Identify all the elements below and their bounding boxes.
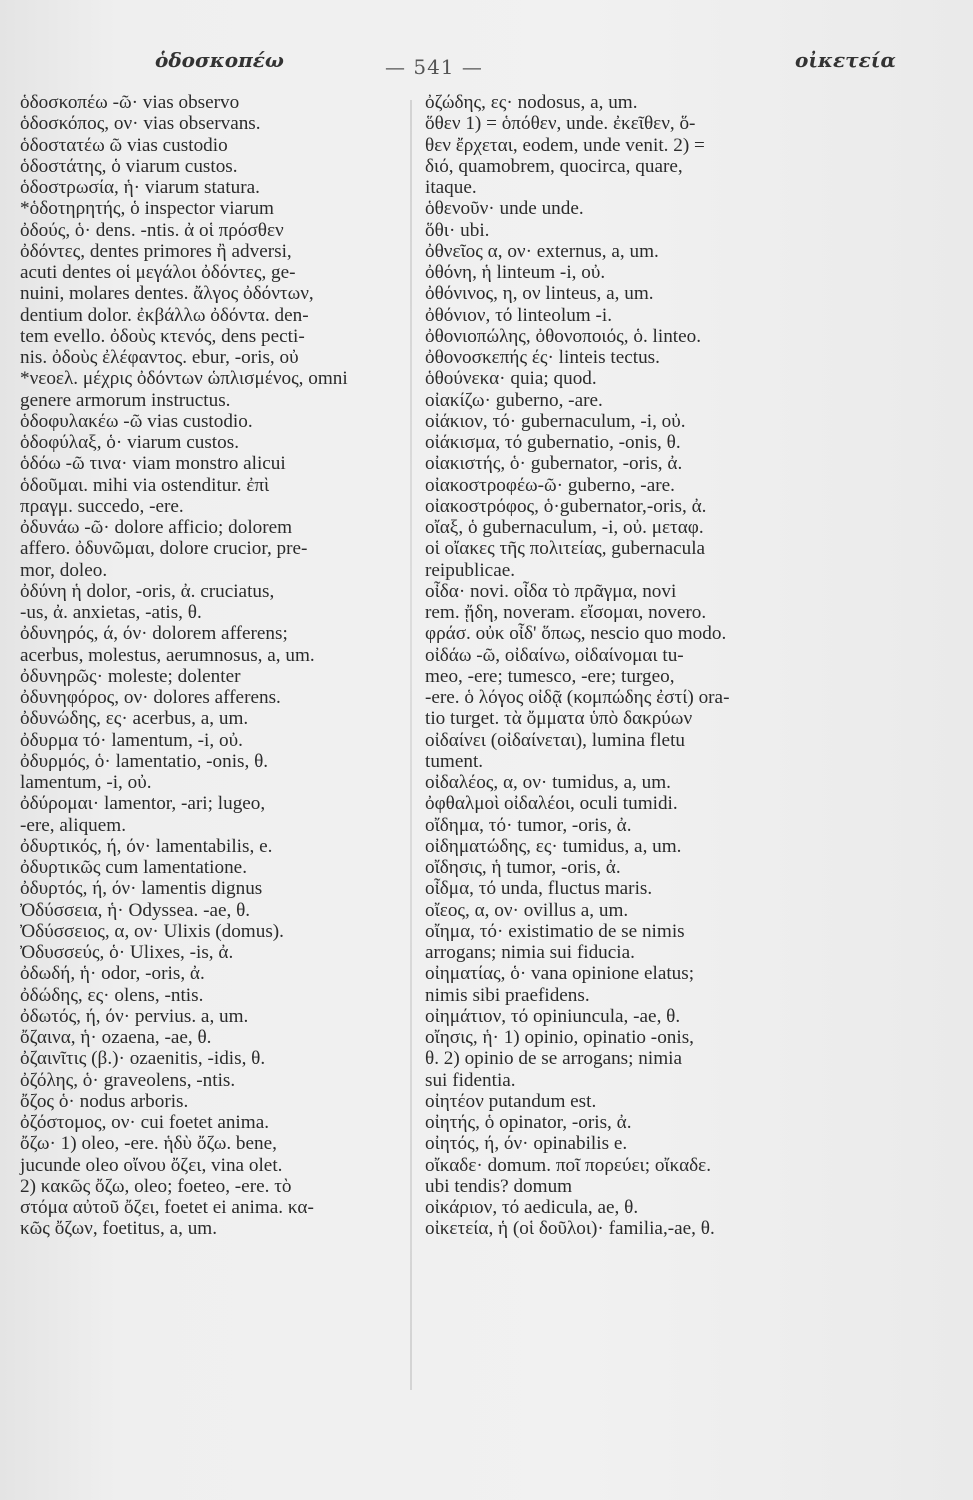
dictionary-line: ὀφθαλμοὶ οἰδαλέοι, oculi tumidi. bbox=[425, 793, 678, 815]
dictionary-line: jucunde oleo οἴνου ὄζει, vina olet. bbox=[20, 1154, 283, 1176]
dictionary-line: ὀδυρτικῶς cum lamentatione. bbox=[20, 857, 247, 878]
dictionary-line: ὀδόντες, dentes primores ἢ adversi, bbox=[20, 240, 292, 262]
dictionary-line: οἰκετεία, ἡ (οἱ δοῦλοι)· familia,-ae, θ. bbox=[425, 1218, 715, 1240]
dictionary-line: ὀθνεῖος α, ον· externus, a, um. bbox=[425, 240, 659, 262]
dictionary-line: ὀζόλης, ὁ· graveolens, -ntis. bbox=[20, 1069, 236, 1091]
dictionary-line: ὁδοστρωσία, ἡ· viarum statura. bbox=[20, 177, 260, 198]
dictionary-line: οἶδα· novi. οἶδα τὸ πρᾶγμα, novi bbox=[425, 580, 677, 602]
dictionary-line: οἰδαίνει (οἰδαίνεται), lumina fletu bbox=[425, 729, 685, 751]
dictionary-line: οἴδησις, ἡ tumor, -oris, ἀ. bbox=[425, 857, 621, 878]
dictionary-line: οἴημα, τό· existimatio de se nimis bbox=[425, 920, 685, 942]
dictionary-line: ὀθονοσκεπής ές· linteis tectus. bbox=[425, 347, 660, 368]
dictionary-line: genere armorum instructus. bbox=[20, 389, 231, 411]
dictionary-line: mor, doleo. bbox=[20, 559, 108, 581]
dictionary-line: ὁδόω -ῶ τινα· viam monstro alicui bbox=[20, 453, 286, 475]
dictionary-line: ὀδυρμός, ὁ· lamentatio, -onis, θ. bbox=[20, 750, 269, 772]
dictionary-line: ὀδυνώδης, ες· acerbus, a, um. bbox=[20, 708, 249, 730]
dictionary-line: οἰητέον putandum est. bbox=[425, 1090, 597, 1112]
dictionary-line: διό, quamobrem, quocirca, quare, bbox=[425, 155, 683, 177]
dictionary-line: οἰημάτιον, τό opiniuncula, -ae, θ. bbox=[425, 1005, 681, 1027]
dictionary-line: ὀδώδης, ες· olens, -ntis. bbox=[20, 984, 204, 1006]
dictionary-line: οἰητής, ὁ opinator, -oris, ἀ. bbox=[425, 1112, 632, 1133]
dictionary-line: ὅθεν 1) = ὁπόθεν, unde. ἐκεῖθεν, ὅ- bbox=[425, 113, 696, 135]
dictionary-line: -us, ἀ. anxietas, -atis, θ. bbox=[20, 602, 202, 623]
dictionary-line: οἰδαλέος, α, ον· tumidus, a, um. bbox=[425, 772, 671, 793]
dictionary-line: ὀδυρτικός, ή, όν· lamentabilis, e. bbox=[20, 835, 273, 857]
dictionary-line: -ere. ὁ λόγος οἰδᾷ (κομπώδης ἐστί) ora- bbox=[425, 687, 730, 708]
dictionary-line: rem. ᾔδη, noveram. εἴσομαι, novero. bbox=[425, 602, 707, 623]
dictionary-line: οἶδμα, τό unda, fluctus maris. bbox=[425, 878, 653, 900]
dictionary-line: ὀδύρομαι· lamentor, -ari; lugeo, bbox=[20, 793, 266, 815]
page-number: — 541 — bbox=[385, 55, 483, 79]
dictionary-line: ὄζαινα, ἡ· ozaena, -ae, θ. bbox=[20, 1027, 212, 1048]
dictionary-line: οἰάκιον, τό· gubernaculum, -i, οὐ. bbox=[425, 410, 686, 432]
dictionary-line: ὀθόνη, ἡ linteum -i, οὐ. bbox=[425, 262, 606, 283]
dictionary-line: nis. ὀδοὺς ἐλέφαντος. ebur, -oris, οὐ bbox=[20, 347, 299, 368]
dictionary-line: στόμα αὐτοῦ ὄζει, foetet ei anima. κα- bbox=[20, 1197, 314, 1218]
dictionary-line: φράσ. οὐκ οἶδ' ὅπως, nescio quo modo. bbox=[425, 623, 727, 645]
dictionary-line: ὁθενοῦν· unde unde. bbox=[425, 198, 584, 220]
dictionary-line: οἰακοστροφέω-ῶ· guberno, -are. bbox=[425, 474, 675, 496]
dictionary-line: nuini, molares dentes. ἄλγος ὀδόντων, bbox=[20, 283, 314, 305]
dictionary-line: ὀδυνηρός, ά, όν· dolorem afferens; bbox=[20, 623, 288, 645]
dictionary-line: Ὀδύσσειος, α, ον· Ulixis (domus). bbox=[20, 920, 284, 942]
dictionary-line: ὀζώδης, ες· nodosus, a, um. bbox=[425, 92, 638, 113]
dictionary-line: *νεοελ. μέχρις ὀδόντων ὡπλισμένος, omni bbox=[20, 368, 348, 390]
dictionary-line: ὀδυνάω -ῶ· dolore afficio; dolorem bbox=[20, 517, 293, 538]
left-column bbox=[20, 92, 403, 1240]
dictionary-line: acerbus, molestus, aerumnosus, a, um. bbox=[20, 644, 315, 666]
dictionary-line: ὀδυνηφόρος, ον· dolores afferens. bbox=[20, 687, 281, 708]
dictionary-line: ὀδωτός, ή, όν· pervius. a, um. bbox=[20, 1005, 249, 1027]
running-head-right: οἰκετεία bbox=[795, 48, 896, 72]
dictionary-line: οἰητός, ή, όν· opinabilis e. bbox=[425, 1133, 628, 1155]
dictionary-line: οἴησις, ἡ· 1) opinio, opinatio -onis, bbox=[425, 1027, 694, 1048]
dictionary-line: dentium dolor. ἐκβάλλω ὀδόντα. den- bbox=[20, 304, 309, 326]
dictionary-line: θ. 2) opinio de se arrogans; nimia bbox=[425, 1048, 682, 1070]
dictionary-line: affero. ὀδυνῶμαι, dolore crucior, pre- bbox=[20, 538, 308, 560]
dictionary-line: ὁδοσκοπέω -ῶ· vias observo bbox=[20, 92, 240, 113]
dictionary-line: 2) κακῶς ὄζω, oleo; foeteo, -ere. τὸ bbox=[20, 1175, 292, 1197]
dictionary-line: tument. bbox=[425, 750, 484, 772]
dictionary-line: ὄζω· 1) oleo, -ere. ἡδὺ ὄζω. bene, bbox=[20, 1133, 277, 1155]
dictionary-line: οἴδημα, τό· tumor, -oris, ἀ. bbox=[425, 814, 632, 836]
dictionary-line: ὁδοστάτης, ὁ viarum custos. bbox=[20, 155, 238, 177]
dictionary-line: ὀδωδή, ἡ· odor, -oris, ἀ. bbox=[20, 963, 205, 985]
dictionary-line: οἱ οἴακες τῆς πολιτείας, gubernacula bbox=[425, 538, 706, 560]
column-divider bbox=[410, 100, 412, 1390]
dictionary-line: tio turget. τὰ ὄμματα ὑπὸ δακρύων bbox=[425, 708, 693, 730]
dictionary-line: meo, -ere; tumesco, -ere; turgeo, bbox=[425, 665, 675, 687]
dictionary-line: lamentum, -i, οὐ. bbox=[20, 772, 152, 793]
dictionary-line: ὅθι· ubi. bbox=[425, 219, 490, 241]
dictionary-line: ὀδύνη ἡ dolor, -oris, ἀ. cruciatus, bbox=[20, 580, 275, 602]
dictionary-line: ὀδυρτός, ή, όν· lamentis dignus bbox=[20, 878, 263, 900]
dictionary-line: itaque. bbox=[425, 177, 477, 198]
dictionary-line: οἰδηματώδης, ες· tumidus, a, um. bbox=[425, 835, 682, 857]
dictionary-line: ὀθόνιον, τό linteolum -i. bbox=[425, 304, 613, 326]
dictionary-line: reipublicae. bbox=[425, 559, 516, 581]
dictionary-line: ὀδούς, ὁ· dens. -ntis. ἀ οἱ πρόσθεν bbox=[20, 219, 284, 241]
right-column bbox=[425, 92, 795, 1240]
dictionary-line: θεν ἔρχεται, eodem, unde venit. 2) = bbox=[425, 134, 705, 156]
dictionary-line: ὁδοφυλακέω -ῶ vias custodio. bbox=[20, 410, 253, 432]
dictionary-line: ὀζαινῖτις (β.)· ozaenitis, -idis, θ. bbox=[20, 1048, 266, 1070]
dictionary-line: κῶς ὄζων, foetitus, a, um. bbox=[20, 1218, 218, 1240]
dictionary-line: οἴεος, α, ον· ovillus a, um. bbox=[425, 899, 629, 921]
dictionary-line: οἰκάριον, τό aedicula, ae, θ. bbox=[425, 1197, 639, 1218]
dictionary-line: οἴαξ, ὁ gubernaculum, -i, οὐ. μεταφ. bbox=[425, 517, 704, 538]
dictionary-line: ὁδοφύλαξ, ὁ· viarum custos. bbox=[20, 432, 239, 453]
dictionary-line: οἰάκισμα, τό gubernatio, -onis, θ. bbox=[425, 432, 681, 453]
dictionary-line: οἰακιστής, ὁ· gubernator, -oris, ἀ. bbox=[425, 453, 683, 475]
dictionary-line: οἴκαδε· domum. ποῖ πορεύει; οἴκαδε. bbox=[425, 1154, 712, 1176]
dictionary-line: ὄζος ὁ· nodus arboris. bbox=[20, 1090, 189, 1112]
dictionary-line: -ere, aliquem. bbox=[20, 814, 127, 836]
dictionary-line: arrogans; nimia sui fiducia. bbox=[425, 942, 635, 963]
dictionary-line: πραγμ. succedo, -ere. bbox=[20, 495, 184, 517]
dictionary-line: οἰδάω -ῶ, οἰδαίνω, οἰδαίνομαι tu- bbox=[425, 644, 684, 666]
dictionary-line: *ὁδοτηρητής, ὁ inspector viarum bbox=[20, 198, 274, 220]
dictionary-line: ὀδυνηρῶς· moleste; dolenter bbox=[20, 665, 241, 687]
dictionary-line: ὀδυρμα τό· lamentum, -i, οὐ. bbox=[20, 729, 243, 751]
dictionary-line: sui fidentia. bbox=[425, 1069, 516, 1091]
dictionary-line: ὁδοστατέω ῶ vias custodio bbox=[20, 134, 228, 156]
dictionary-line: acuti dentes οἱ μεγάλοι ὀδόντες, ge- bbox=[20, 262, 296, 283]
dictionary-line: ὀθόνινος, η, ον linteus, a, um. bbox=[425, 283, 654, 305]
dictionary-line: οἰακοστρόφος, ὁ·gubernator,-oris, ἀ. bbox=[425, 495, 707, 517]
dictionary-line: ὁδοσκόπος, ον· vias observans. bbox=[20, 113, 261, 135]
running-head-left: ὁδοσκοπέω bbox=[155, 48, 284, 72]
dictionary-line: Ὀδυσσεύς, ὁ· Ulixes, -is, ἀ. bbox=[20, 942, 234, 963]
dictionary-line: Ὀδύσσεια, ἡ· Odyssea. -ae, θ. bbox=[20, 899, 251, 921]
dictionary-line: οἰακίζω· guberno, -are. bbox=[425, 389, 603, 411]
dictionary-line: tem evello. ὀδοὺς κτενός, dens pecti- bbox=[20, 325, 305, 347]
dictionary-line: ὀζόστομος, ον· cui foetet anima. bbox=[20, 1112, 270, 1133]
dictionary-line: nimis sibi praefidens. bbox=[425, 984, 590, 1006]
dictionary-line: ubi tendis? domum bbox=[425, 1175, 573, 1197]
dictionary-line: οἰηματίας, ὁ· vana opinione elatus; bbox=[425, 963, 695, 985]
dictionary-line: ὁδοῦμαι. mihi via ostenditur. ἐπὶ bbox=[20, 474, 270, 496]
dictionary-line: ὁθούνεκα· quia; quod. bbox=[425, 368, 597, 390]
dictionary-line: ὀθονιοπώλης, ὀθονοποιός, ὁ. linteo. bbox=[425, 325, 702, 347]
